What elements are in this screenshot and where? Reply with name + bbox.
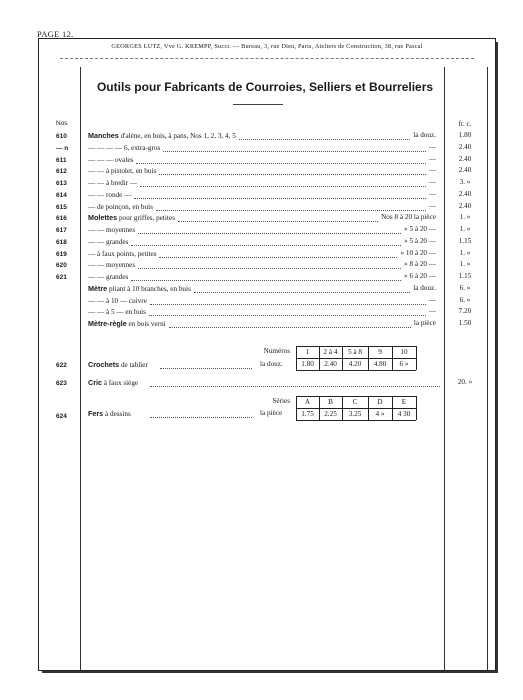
item-number: 618 [56,239,67,246]
item-number: 620 [56,262,67,269]
fers-grid-mid-rule [296,408,416,409]
number-column-heading: Nos [56,120,68,127]
crochets-number: 622 [56,362,67,369]
dot-leader [159,257,397,258]
currency-heading: fr. c. [458,120,472,128]
dot-leader [140,186,426,187]
dot-leader [138,268,401,269]
item-price: 1. » [459,213,471,221]
crochets-grid-top-rule [296,346,416,347]
item-description [88,272,128,281]
crochets-head-cell: 5 à 8 [348,348,362,356]
item-description [88,143,160,152]
fers-grid-bottom-rule [296,420,416,421]
item-number: 619 [56,251,67,258]
item-text: — — ronde — [88,191,132,199]
item-unit: la douz. [413,131,436,139]
item-number: — n [56,145,69,152]
item-name: Mètre-règle [88,319,127,328]
dot-leader [163,151,426,152]
item-number: 621 [56,274,67,281]
item-unit: » 6 à 20 — [404,272,436,280]
crochets-unit: la douz. [260,360,283,368]
crochets-value-cell: 4.20 [348,360,362,368]
item-text: — — à 10 — cuivre [88,297,147,305]
item-price: 1.15 [458,272,472,280]
crochets-value-cell: 2.40 [324,360,337,368]
crochets-head-cell: 9 [378,348,382,356]
catalog-title: Outils pour Fabricants de Courroies, Selliers et Bourreliers [96,80,434,94]
item-number: 612 [56,168,67,175]
crochets-value-cell: 4.80 [373,360,387,368]
fers-description: Fers à dessins [88,409,131,418]
item-price: 2.40 [458,166,472,174]
item-description [88,131,236,140]
fers-head-label: Séries [272,397,290,405]
dot-leader [150,304,426,305]
item-description [88,166,156,175]
item-number: 611 [56,157,67,164]
price-column-rule-right [487,67,488,671]
item-text: — — — — 6, extra-gros [88,144,161,152]
item-price: 2.40 [458,155,472,163]
item-price: 1. » [459,260,471,268]
fers-value-cell: 1.75 [301,410,314,418]
item-unit: — [428,296,436,304]
item-description [88,237,128,246]
item-price: 6. » [459,296,471,304]
crochets-grid-mid-rule [296,358,416,359]
crochets-description: Crochets de tablier [88,360,148,369]
cric-price: 20. » [457,378,473,386]
item-description [88,249,156,258]
fers-value-cell: 4 » [375,410,385,418]
fers-leader [150,417,252,418]
item-price: 2.40 [458,190,472,198]
item-description [88,155,133,164]
fers-head-cell: B [328,398,333,406]
item-price: 2.40 [458,202,472,210]
item-price: 1. » [459,225,471,233]
crochets-grid-divider [416,346,417,370]
title-underline [233,104,283,105]
item-price: 2.40 [458,143,472,151]
crochets-head-cell: 2 à 4 [323,348,338,356]
item-unit: — [428,202,436,210]
frame-shadow [496,42,498,673]
crochets-head-cell: 10 [400,348,408,356]
item-description [88,190,131,199]
item-number: 615 [56,204,67,211]
dot-leader [131,245,401,246]
item-price: 1.50 [458,319,472,327]
item-unit: — [428,155,436,163]
cric-leader [150,386,440,387]
crochets-head-label: Numéros [263,347,290,355]
item-price: 1.15 [458,237,472,245]
item-name: Manches [88,131,119,140]
item-text: en bois verni [126,320,166,328]
item-description [88,319,166,328]
item-text: — de poinçon, en buis [88,203,153,211]
item-text: pour griffes, petites [117,214,175,222]
item-unit: » 5 à 20 — [404,237,436,245]
dot-leader [169,327,411,328]
item-description [88,260,135,269]
frame-shadow-bottom [42,671,498,673]
dot-leader [136,163,426,164]
item-number: 614 [56,192,67,199]
item-text: — — grandes [88,238,129,246]
item-text: — — à pistolet, en buis [88,167,157,175]
item-unit: » 8 à 20 — [404,260,436,268]
item-text: pliant à 10 branches, en buis [107,285,191,293]
dot-leader [156,210,426,211]
dot-leader [138,233,401,234]
item-unit: — [428,307,436,315]
item-number: 610 [56,133,67,140]
item-description [88,296,147,305]
fers-head-cell: C [352,398,358,406]
fers-head-cell: E [401,398,407,406]
item-number: 616 [56,215,67,222]
crochets-grid-bottom-rule [296,370,416,371]
number-column-rule [80,67,81,671]
fers-value-cell: 3.25 [348,410,362,418]
item-price: 1.80 [458,131,472,139]
fers-number: 624 [56,413,67,420]
cric-description: Cric à faux siège [88,378,139,387]
crochets-value-cell: 1.80 [301,360,314,368]
item-description [88,284,191,293]
item-unit: la pièce [413,319,436,327]
dot-leader [194,292,410,293]
item-description [88,202,153,211]
item-text: — à faux points, petites [88,250,157,258]
item-description [88,225,135,234]
item-unit: — [428,178,436,186]
item-text: — — à bredir — [88,179,138,187]
fers-head-cell: A [304,398,311,406]
item-unit: Nos 8 à 20 la pièce [381,213,436,221]
item-text: — — moyennes [88,226,136,234]
item-unit: la douz. [413,284,436,292]
crochets-leader [160,368,252,369]
page-label: PAGE 12. [37,29,74,39]
publisher-header: GEORGES LUTZ, Vve G. KREMPP, Succr. — Bureau, 3, rue Dieu, Paris, Ateliers de Construction, 38, rue Pascal [111,43,423,50]
dot-leader [149,315,426,316]
fers-value-cell: 2.25 [324,410,337,418]
item-text: — — moyennes [88,261,136,269]
item-description [88,307,146,316]
fers-grid-divider [416,396,417,420]
item-price: 7.20 [458,307,472,315]
crochets-head-cell: 1 [305,348,310,356]
dot-leader [134,198,426,199]
fers-unit: la pièce [260,409,283,417]
item-text: d'alène, en buis, à pans, Nos 1, 2, 3, 4, 5 [118,132,236,140]
item-unit: » 10 à 20 — [400,249,436,257]
item-text: — — à 5 — en buis [88,308,146,316]
dot-leader [131,280,401,281]
fers-value-cell: 4 30 [397,410,411,418]
item-name: Mètre [88,284,108,293]
dot-leader [178,221,378,222]
item-unit: » 5 à 20 — [404,225,436,233]
dot-leader [239,139,410,140]
item-number: 613 [56,180,67,187]
cric-number: 623 [56,380,67,387]
item-text: — — grandes [88,273,129,281]
item-number: 617 [56,227,67,234]
crochets-value-cell: 6 » [399,360,409,368]
fers-head-cell: D [377,398,383,406]
item-unit: — [428,143,436,151]
item-name: Molettes [88,213,118,222]
item-price: 6. » [459,284,471,292]
item-unit: — [428,190,436,198]
item-unit: — [428,166,436,174]
item-description [88,178,137,187]
fers-grid-top-rule [296,396,416,397]
item-price: 3. » [459,178,471,186]
item-text: — — — ovales [88,156,134,164]
dot-leader [159,174,426,175]
header-divider [60,58,474,59]
item-price: 1. » [459,249,471,257]
item-description [88,213,175,222]
